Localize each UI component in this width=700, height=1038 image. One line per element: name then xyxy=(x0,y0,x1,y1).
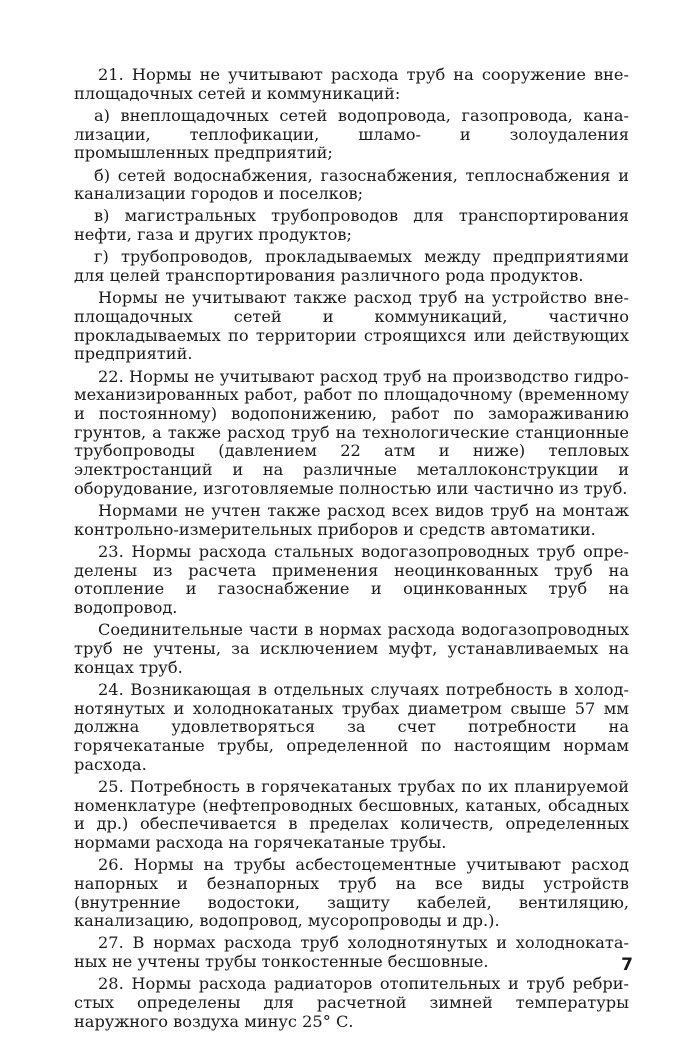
paragraph-24: 24. Возникающая в отдельных случаях потребность в холоднотянутых и холоднокатаных трубах диаметром свыше 57 мм должна удовлетворяться за счет потребности на горячекатаные трубы, определенной по настоящим нормам расхода. xyxy=(74,679,629,774)
paragraph-21v: в) магистральных трубопроводов для транспортирования нефти, газа и других продуктов; xyxy=(74,206,629,245)
paragraph-23-note: Соединительные части в нормах расхода водогазопроводных труб не учтены, за исключением муфт, устанавливаемых на концах труб. xyxy=(74,620,629,677)
paragraph-25: 25. Потребность в горячекатаных трубах по их планируемой номенклатуре (нефтепроводных бесшовных, катаных, обсадных и др.) обеспечивается в пределах количеств, определенных нормами расхода на горячекатаные трубы. xyxy=(74,776,629,852)
body-text xyxy=(74,66,629,1035)
paragraph-21b: б) сетей водоснабжения, газоснабжения, теплоснабжения и канализации городов и поселков; xyxy=(74,165,629,204)
paragraph-22: 22. Нормы не учитывают расход труб на производство гидромеханизированных работ, работ по площадочному (временному и постоянному) водопонижению, работ по замораживанию грунтов, а также расход труб на технологические станционные трубопроводы (давлением 22 атм и ниже) тепловых электростанций и на различные металлоконструкции и оборудование, изготовляемые полностью или частично из труб. xyxy=(74,366,629,498)
paragraph-22-note: Нормами не учтен также расход всех видов труб на монтаж контрольно-измерительных приборов и средств автоматики. xyxy=(74,500,629,539)
paragraph-23: 23. Нормы расхода стальных водогазопроводных труб определены из расчета применения неоцинкованных труб на отопление и газоснабжение и оцинкованных труб на водопровод. xyxy=(74,541,629,617)
paragraph-21g: г) трубопроводов, прокладываемых между предприятиями для целей транспортирования различного рода продуктов. xyxy=(74,247,629,286)
paragraph-21-note: Нормы не учитывают также расход труб на устройство внеплощадочных сетей и коммуникаций, частично прокладываемых по территории строящихся или действующих предприятий. xyxy=(74,288,629,364)
paragraph-26: 26. Нормы на трубы асбестоцементные учитывают расход напорных и безнапорных труб на все виды устройств (внутренние водостоки, защиту кабелей, вентиляцию, канализацию, водопровод, мусоропроводы и др.). xyxy=(74,855,629,931)
paragraph-21: 21. Нормы не учитывают расхода труб на сооружение внеплощадочных сетей и коммуникаций: xyxy=(74,65,629,103)
paragraph-27: 27. В нормах расхода труб холоднотянутых и холоднокатaных не учтены трубы тонкостенные бесшовные. xyxy=(74,933,629,972)
page-number: 7 xyxy=(621,955,633,975)
paragraph-28: 28. Нормы расхода радиаторов отопительных и труб ребристых определены для расчетной зимней температуры наружного воздуха минус 25° С. xyxy=(74,974,629,1031)
paragraph-21a: а) внеплощадочных сетей водопровода, газопровода, канализации, теплофикации, шламо- и золоудаления промышленных предприятий; xyxy=(74,105,629,163)
